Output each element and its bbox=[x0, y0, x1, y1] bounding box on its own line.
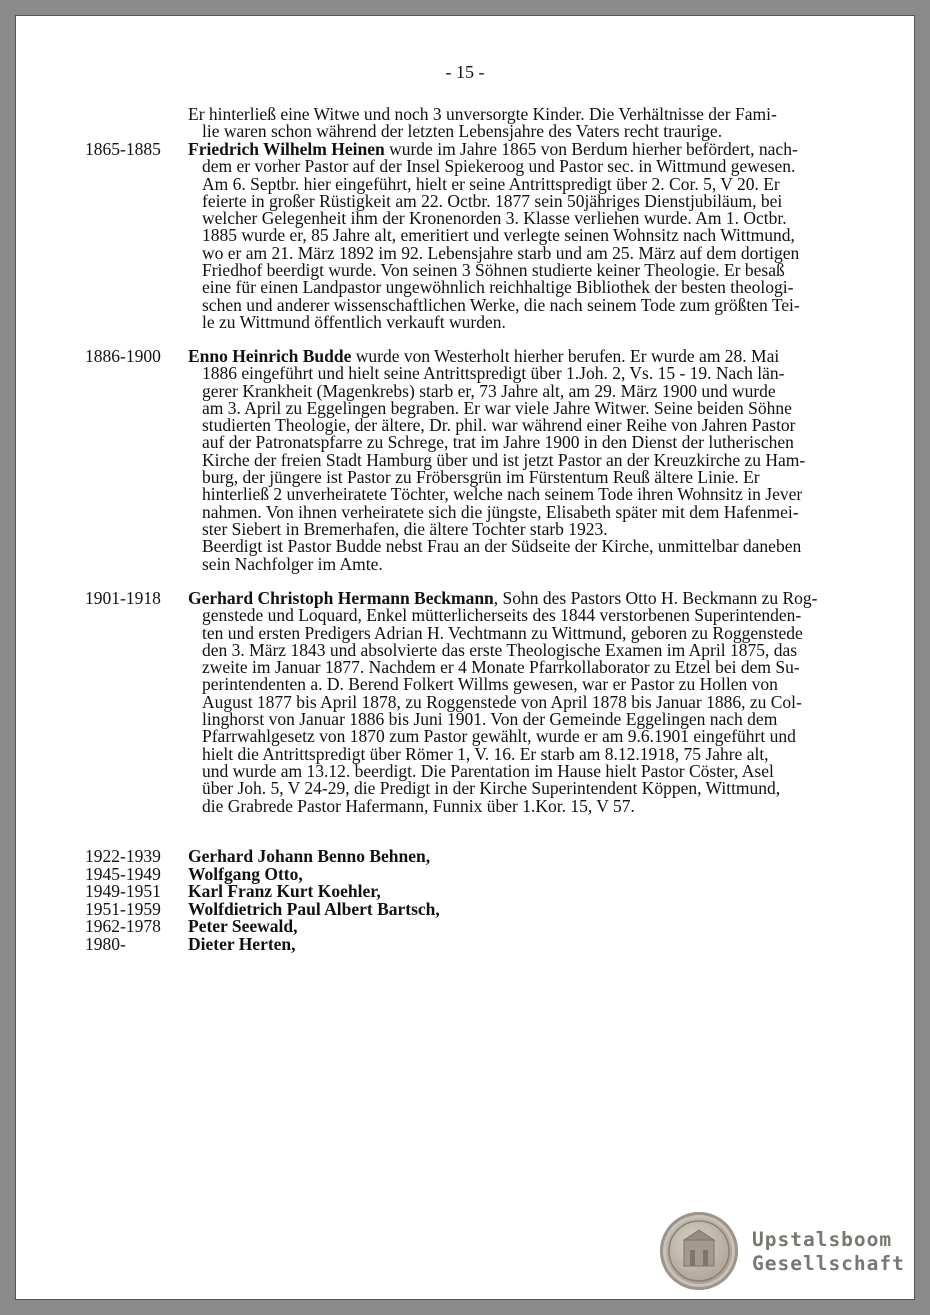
text-line: ten und ersten Predigers Adrian H. Vechtmann zu Wittmund, geboren zu Roggenstede bbox=[202, 622, 803, 643]
text-line: Am 6. Septbr. hier eingeführt, hielt er seine Antrittspredigt über 2. Cor. 5, V 20. Er bbox=[202, 173, 780, 194]
entry-text bbox=[188, 141, 850, 331]
successor-name: Karl Franz Kurt Koehler, bbox=[188, 881, 381, 901]
seal-emblem-icon bbox=[660, 1212, 738, 1290]
text-line: auf der Patronatspfarre zu Schrege, trat im Jahre 1900 in den Dienst der lutherischen bbox=[202, 432, 794, 453]
brand-line: Upstalsboom bbox=[752, 1228, 893, 1251]
text-line: lie waren schon während der letzten Lebensjahre des Vaters recht traurige. bbox=[202, 121, 723, 142]
pastor-name: Enno Heinrich Budde bbox=[188, 346, 352, 366]
text-line: perintendenten a. D. Berend Folkert Willms gewesen, war er Pastor zu Hollen von bbox=[202, 674, 778, 695]
text-line: le zu Wittmund öffentlich verkauft wurden. bbox=[202, 311, 506, 332]
text-line: Kirche der freien Stadt Hamburg über und ist jetzt Pastor an der Kreuzkirche zu Ham- bbox=[202, 449, 806, 470]
successor-name: Gerhard Johann Benno Behnen, bbox=[188, 846, 431, 866]
text-line: wurde von Westerholt hierher berufen. Er wurde am 28. Mai bbox=[351, 346, 780, 366]
brand-wordmark bbox=[752, 1228, 905, 1276]
brand-line: Gesellschaft bbox=[752, 1252, 905, 1275]
text-line: hinterließ 2 unverheiratete Töchter, welche nach seinem Tode ihren Wohnsitz in Jever bbox=[202, 484, 803, 505]
entry-years: 1886-1900 bbox=[85, 346, 161, 366]
successor-name: Dieter Herten, bbox=[188, 933, 296, 954]
entry-years: 1865-1885 bbox=[85, 139, 161, 159]
pastor-name: Gerhard Christoph Hermann Beckmann bbox=[188, 588, 494, 608]
text-line: den 3. März 1843 und absolvierte das erste Theologische Examen im April 1875, das bbox=[202, 639, 798, 660]
text-line: genstede und Loquard, Enkel mütterlicherseits des 1844 verstorbenen Superintenden- bbox=[202, 605, 802, 626]
entry-text bbox=[188, 348, 850, 573]
successor-years: 1951-1959 bbox=[85, 898, 161, 919]
text-line: burg, der jüngere ist Pastor zu Fröbersgrün im Fürstentum Reuß ältere Linie. Er bbox=[202, 467, 760, 488]
text-line: über Joh. 5, V 24-29, die Predigt in der Kirche Superintendent Köppen, Wittmund, bbox=[202, 778, 781, 799]
entry-years: 1901-1918 bbox=[85, 588, 161, 608]
successor-name: Peter Seewald, bbox=[188, 916, 298, 936]
successor-name: Wolfdietrich Paul Albert Bartsch, bbox=[188, 898, 440, 919]
text-line: wurde im Jahre 1865 von Berdum hierher befördert, nach- bbox=[384, 139, 798, 159]
successor-years: 1962-1978 bbox=[85, 916, 161, 936]
text-line: gerer Krankheit (Magenkrebs) starb er, 73 Jahre alt, am 29. März 1900 und wurde bbox=[202, 380, 776, 401]
text-line: 1886 eingeführt und hielt seine Antrittspredigt über 1.Joh. 2, Vs. 15 - 19. Nach län- bbox=[202, 363, 785, 384]
text-line: zweite im Januar 1877. Nachdem er 4 Monate Pfarrkollaborator zu Etzel bei dem Su- bbox=[202, 657, 800, 678]
successor-years: 1922-1939 bbox=[85, 846, 161, 866]
successor-name: Wolfgang Otto, bbox=[188, 863, 303, 884]
text-line: dem er vorher Pastor auf der Insel Spiekeroog und Pastor sec. in Wittmund gewesen. bbox=[202, 156, 796, 177]
intro-text bbox=[188, 106, 850, 141]
successor-years: 1980- bbox=[85, 933, 126, 954]
successor-list bbox=[0, 848, 930, 953]
text-line: welcher Gelegenheit ihm der Kronenorden 3. Klasse verliehen wurde. Am 1. Octbr. bbox=[202, 208, 787, 229]
text-line: Pfarrwahlgesetz von 1870 zum Pastor gewählt, wurde er am 9.6.1901 eingeführt und bbox=[202, 726, 796, 747]
list-item bbox=[0, 883, 930, 901]
text-line: feierte in großer Rüstigkeit am 22. Octbr. 1877 sein 50jähriges Dienstjubiläum, bei bbox=[202, 190, 783, 211]
text-line: 1885 wurde er, 85 Jahre alt, emeritiert und verlegte seinen Wohnsitz nach Wittmund, bbox=[202, 225, 795, 246]
list-item bbox=[0, 848, 930, 866]
text-line: ster Siebert in Bremerhafen, die ältere Tochter starb 1923. bbox=[202, 518, 608, 539]
text-line: schen und anderer wissenschaftlichen Werke, die nach seinem Tode zum größten Tei- bbox=[202, 294, 800, 315]
text-line: Er hinterließ eine Witwe und noch 3 unversorgte Kinder. Die Verhältnisse der Fami- bbox=[188, 104, 777, 124]
successor-years: 1945-1949 bbox=[85, 863, 161, 884]
successor-years: 1949-1951 bbox=[85, 881, 161, 901]
text-line: Friedhof beerdigt wurde. Von seinen 3 Söhnen studierte keiner Theologie. Er besaß bbox=[202, 260, 785, 281]
text-line: studierten Theologie, der ältere, Dr. phil. war während einer Reihe von Jahren Pastor bbox=[202, 415, 796, 436]
list-item bbox=[0, 933, 930, 954]
text-line: und wurde am 13.12. beerdigt. Die Parentation im Hause hielt Pastor Cöster, Asel bbox=[202, 760, 774, 781]
text-line: wo er am 21. März 1892 im 92. Lebensjahre starb und am 25. März auf dem dortigen bbox=[202, 242, 800, 263]
seal-logo bbox=[660, 1212, 738, 1290]
text-line: August 1877 bis April 1878, zu Roggenstede von April 1878 bis Januar 1886, zu Col- bbox=[202, 691, 802, 712]
text-line: sein Nachfolger im Amte. bbox=[202, 553, 383, 574]
text-line: , Sohn des Pastors Otto H. Beckmann zu Rog- bbox=[493, 588, 818, 608]
text-line: nahmen. Von ihnen verheiratete sich die jüngste, Elisabeth später mit dem Hafenmei- bbox=[202, 501, 799, 522]
page-number: - 15 - bbox=[445, 62, 485, 82]
text-line: linghorst von Januar 1886 bis Juni 1901. Von der Gemeinde Eggelingen nach dem bbox=[202, 709, 778, 730]
text-line: am 3. April zu Eggelingen begraben. Er war viele Jahre Witwer. Seine beiden Söhne bbox=[202, 397, 792, 418]
entry-text bbox=[188, 590, 850, 815]
text-line: Beerdigt ist Pastor Budde nebst Frau an der Südseite der Kirche, unmittelbar daneben bbox=[202, 536, 802, 557]
text-line: die Grabrede Pastor Hafermann, Funnix über 1.Kor. 15, V 57. bbox=[202, 795, 635, 816]
text-line: hielt die Antrittspredigt über Römer 1, V. 16. Er starb am 8.12.1918, 75 Jahre alt, bbox=[202, 743, 769, 764]
pastor-name: Friedrich Wilhelm Heinen bbox=[188, 139, 385, 159]
text-line: eine für einen Landpastor ungewöhnlich reichhaltige Bibliothek der besten theologi- bbox=[202, 277, 794, 298]
list-item bbox=[0, 918, 930, 936]
